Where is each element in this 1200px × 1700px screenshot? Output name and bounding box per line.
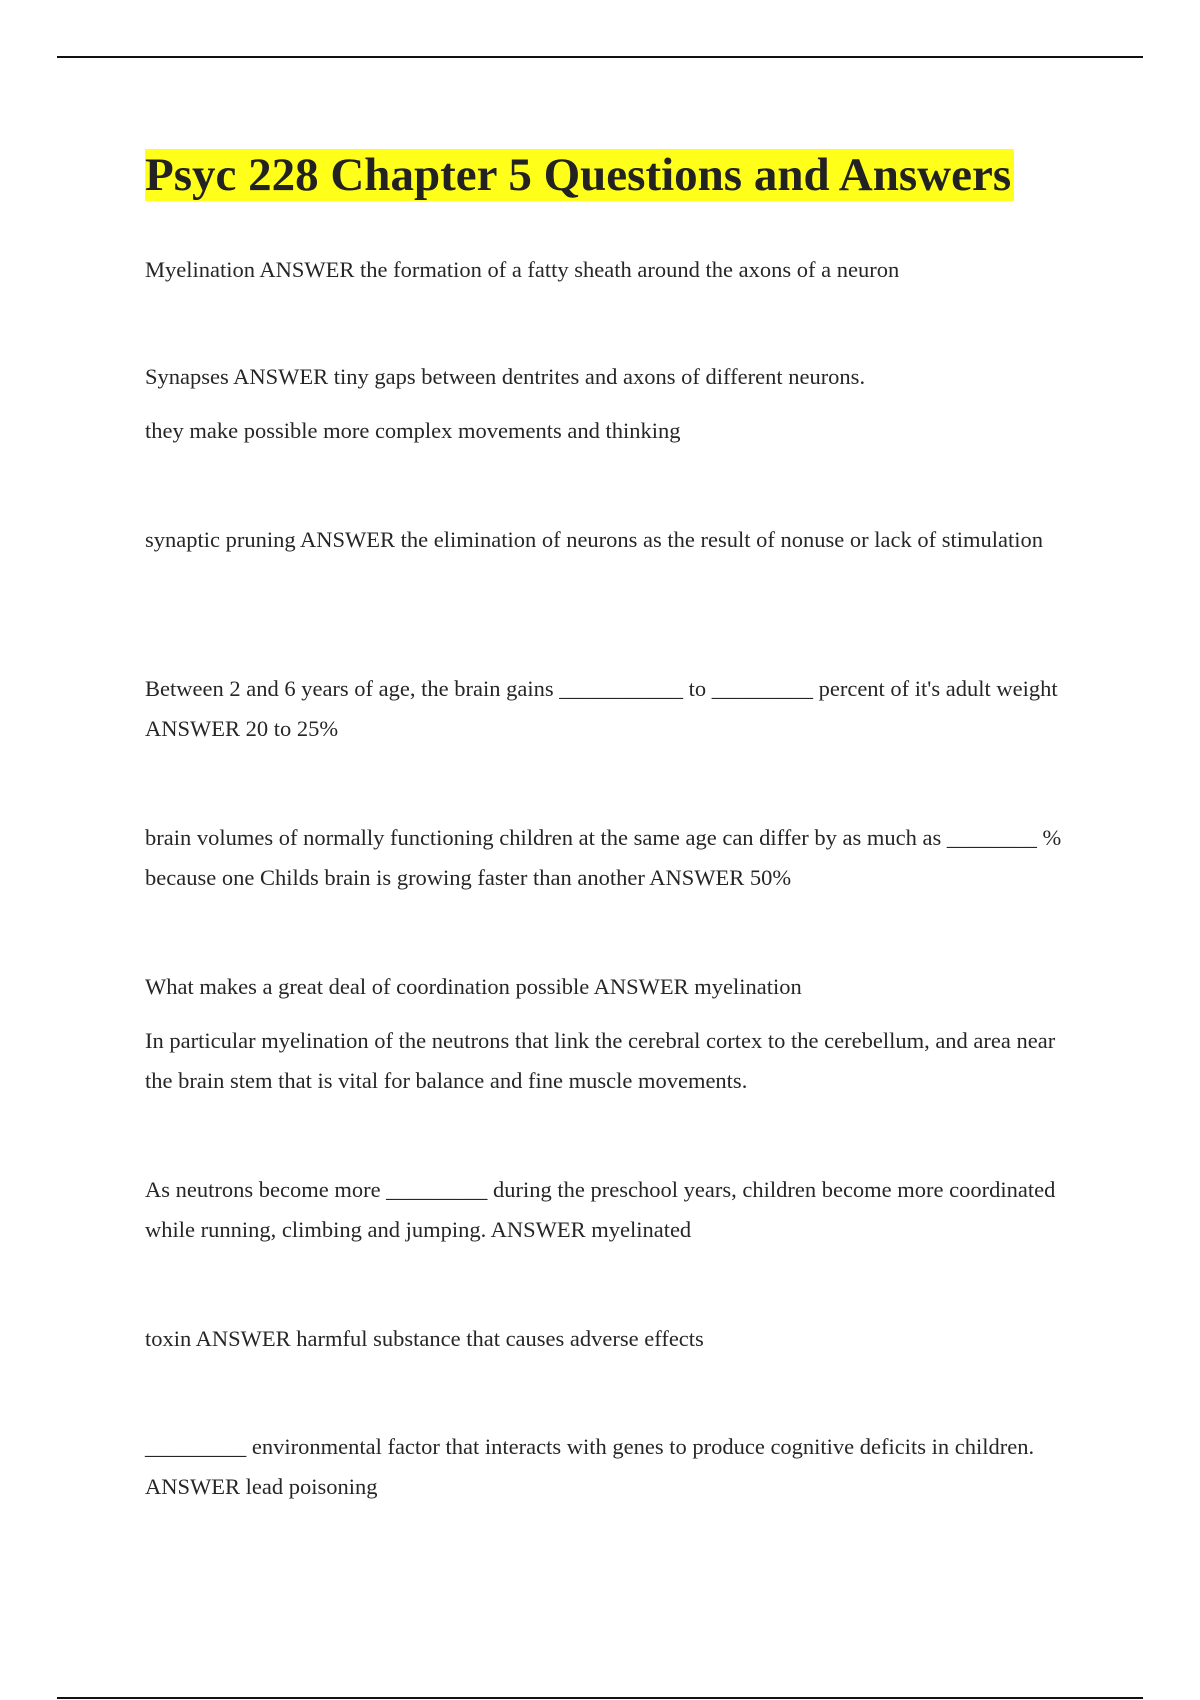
qa-item-coordination: What makes a great deal of coordination possible ANSWER myelination [145, 974, 802, 999]
qa-item-lead-poisoning: _________ environmental factor that interacts with genes to produce cognitive deficits in children. ANSWER lead poisoning [145, 1434, 1035, 1499]
qa-item-myelination: Myelination ANSWER the formation of a fatty sheath around the axons of a neuron [145, 257, 900, 282]
qa-item-brain-weight: Between 2 and 6 years of age, the brain gains ___________ to _________ percent of it's adult weight ANSWER 20 to 25% [145, 676, 1058, 741]
qa-item-myelinated: As neutrons become more _________ during the preschool years, children become more coordinated while running, climbing and jumping. ANSWER myelinated [145, 1177, 1056, 1242]
footer-rule [57, 1697, 1143, 1699]
qa-item-toxin: toxin ANSWER harmful substance that causes adverse effects [145, 1326, 704, 1351]
qa-item-synapses: Synapses ANSWER tiny gaps between dentrites and axons of different neurons. [145, 364, 866, 389]
document-title [145, 148, 1014, 202]
document-title-text: Psyc 228 Chapter 5 Questions and Answers [145, 149, 1014, 201]
header-rule [57, 56, 1143, 58]
qa-item-synaptic-pruning: synaptic pruning ANSWER the elimination of neurons as the result of nonuse or lack of stimulation [145, 527, 1043, 552]
qa-item-brain-volume: brain volumes of normally functioning children at the same age can differ by as much as ________ % because one Childs brain is growing faster than another ANSWER 50% [145, 825, 1062, 890]
qa-item-coordination-note: In particular myelination of the neutrons that link the cerebral cortex to the cerebellum, and area near the brain stem that is vital for balance and fine muscle movements. [145, 1028, 1056, 1093]
qa-item-synapses-note: they make possible more complex movements and thinking [145, 418, 681, 443]
